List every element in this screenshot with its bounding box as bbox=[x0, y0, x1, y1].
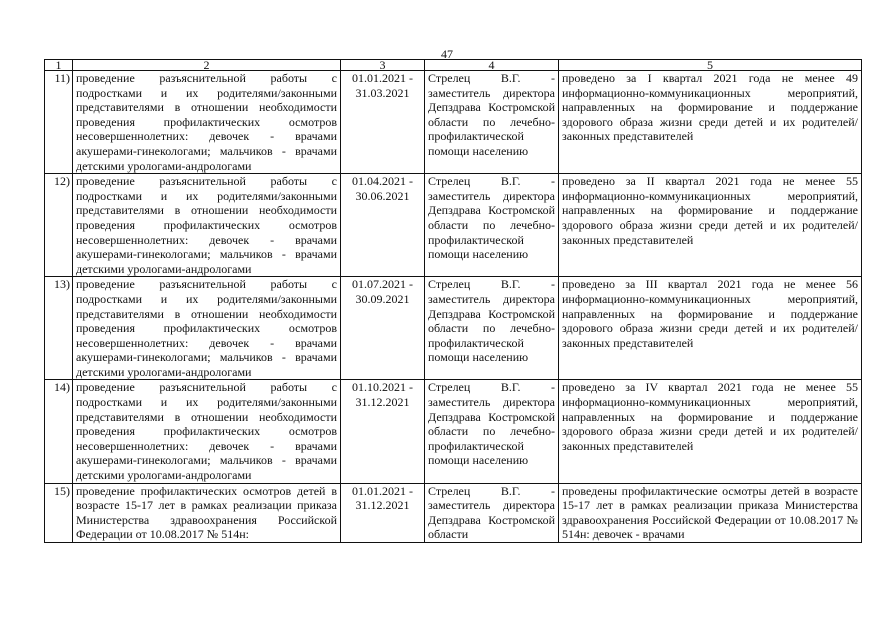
activity-description bbox=[73, 483, 341, 542]
responsible-person: Стрелец В.Г. - заместитель директора Депздрава Костромской области по лечебно-профилактической помощи населению bbox=[425, 71, 559, 174]
header-cell: 5 bbox=[559, 60, 862, 71]
header-cell: 1 bbox=[45, 60, 73, 71]
responsible-person: Стрелец В.Г. - заместитель директора Депздрава Костромской области по лечебно-профилактической помощи населению bbox=[425, 380, 559, 483]
date-range: 01.10.2021 - 31.12.2021 bbox=[341, 380, 425, 483]
header-cell: 4 bbox=[425, 60, 559, 71]
plan-table bbox=[44, 59, 862, 543]
table-row bbox=[45, 277, 862, 380]
activity-description-text: проведение профилактических осмотров детей в возрасте 15-17 лет в рамках реализации приказа Министерства здравоохранения Российской Федерации от 10.08.2017 № 514н: bbox=[76, 483, 337, 542]
activity-description: проведение разъяснительной работы с подростками и их родителями/законными представителями в отношении необходимости проведения профилактических осмотров несовершеннолетних: девочек - врачами акушерами-гинекологами; мальчиков - врачами детскими урологами-андрологами bbox=[73, 71, 341, 174]
row-number: 11) bbox=[45, 71, 73, 174]
date-range: 01.01.2021 - 31.03.2021 bbox=[341, 71, 425, 174]
row-number: 14) bbox=[45, 380, 73, 483]
responsible-person: Стрелец В.Г. - заместитель директора Депздрава Костромской области по лечебно-профилактической помощи населению bbox=[425, 277, 559, 380]
date-range: 01.04.2021 - 30.06.2021 bbox=[341, 174, 425, 277]
date-range-text: 01.01.2021 - 31.12.2021 bbox=[352, 483, 413, 513]
responsible-person: Стрелец В.Г. - заместитель директора Депздрава Костромской области по лечебно-профилактической помощи населению bbox=[425, 174, 559, 277]
table-row bbox=[45, 380, 862, 483]
table-row bbox=[45, 71, 862, 174]
table-header-row bbox=[45, 60, 862, 71]
result-text-content: проведены профилактические осмотры детей в возрасте 15-17 лет в рамках реализации приказа Министерства здравоохранения Российской Федерации от 10.08.2017 № 514н: девочек - врачами bbox=[562, 483, 858, 542]
result-text: проведено за II квартал 2021 года не менее 55 информационно-коммуникационных мероприятий, направленных на формирование и поддержание здорового образа жизни среди детей и их родителей/законных представителей bbox=[559, 174, 862, 277]
header-cell: 3 bbox=[341, 60, 425, 71]
table-row bbox=[45, 483, 862, 542]
result-text: проведено за IV квартал 2021 года не менее 55 информационно-коммуникационных мероприятий, направленных на формирование и поддержание здорового образа жизни среди детей и их родителей/законных представителей bbox=[559, 380, 862, 483]
row-number bbox=[45, 483, 73, 542]
page-number: 47 bbox=[441, 47, 453, 61]
row-number: 12) bbox=[45, 174, 73, 277]
row-number-text: 15) bbox=[54, 483, 70, 498]
activity-description: проведение разъяснительной работы с подростками и их родителями/законными представителями в отношении необходимости проведения профилактических осмотров несовершеннолетних: девочек - врачами акушерами-гинекологами; мальчиков - врачами детскими урологами-андрологами bbox=[73, 277, 341, 380]
result-text: проведено за I квартал 2021 года не менее 49 информационно-коммуникационных мероприятий, направленных на формирование и поддержание здорового образа жизни среди детей и их родителей/законных представителей bbox=[559, 71, 862, 174]
date-range: 01.07.2021 - 30.09.2021 bbox=[341, 277, 425, 380]
result-text bbox=[559, 483, 862, 542]
row-number: 13) bbox=[45, 277, 73, 380]
date-range bbox=[341, 483, 425, 542]
result-text: проведено за III квартал 2021 года не менее 56 информационно-коммуникационных мероприятий, направленных на формирование и поддержание здорового образа жизни среди детей и их родителей/законных представителей bbox=[559, 277, 862, 380]
responsible-person-text: Стрелец В.Г. - заместитель директора Депздрава Костромской области bbox=[428, 483, 555, 542]
responsible-person bbox=[425, 483, 559, 542]
header-cell: 2 bbox=[73, 60, 341, 71]
table-row bbox=[45, 174, 862, 277]
activity-description: проведение разъяснительной работы с подростками и их родителями/законными представителями в отношении необходимости проведения профилактических осмотров несовершеннолетних: девочек - врачами акушерами-гинекологами; мальчиков - врачами детскими урологами-андрологами bbox=[73, 380, 341, 483]
activity-description: проведение разъяснительной работы с подростками и их родителями/законными представителями в отношении необходимости проведения профилактических осмотров несовершеннолетних: девочек - врачами акушерами-гинекологами; мальчиков - врачами детскими урологами-андрологами bbox=[73, 174, 341, 277]
